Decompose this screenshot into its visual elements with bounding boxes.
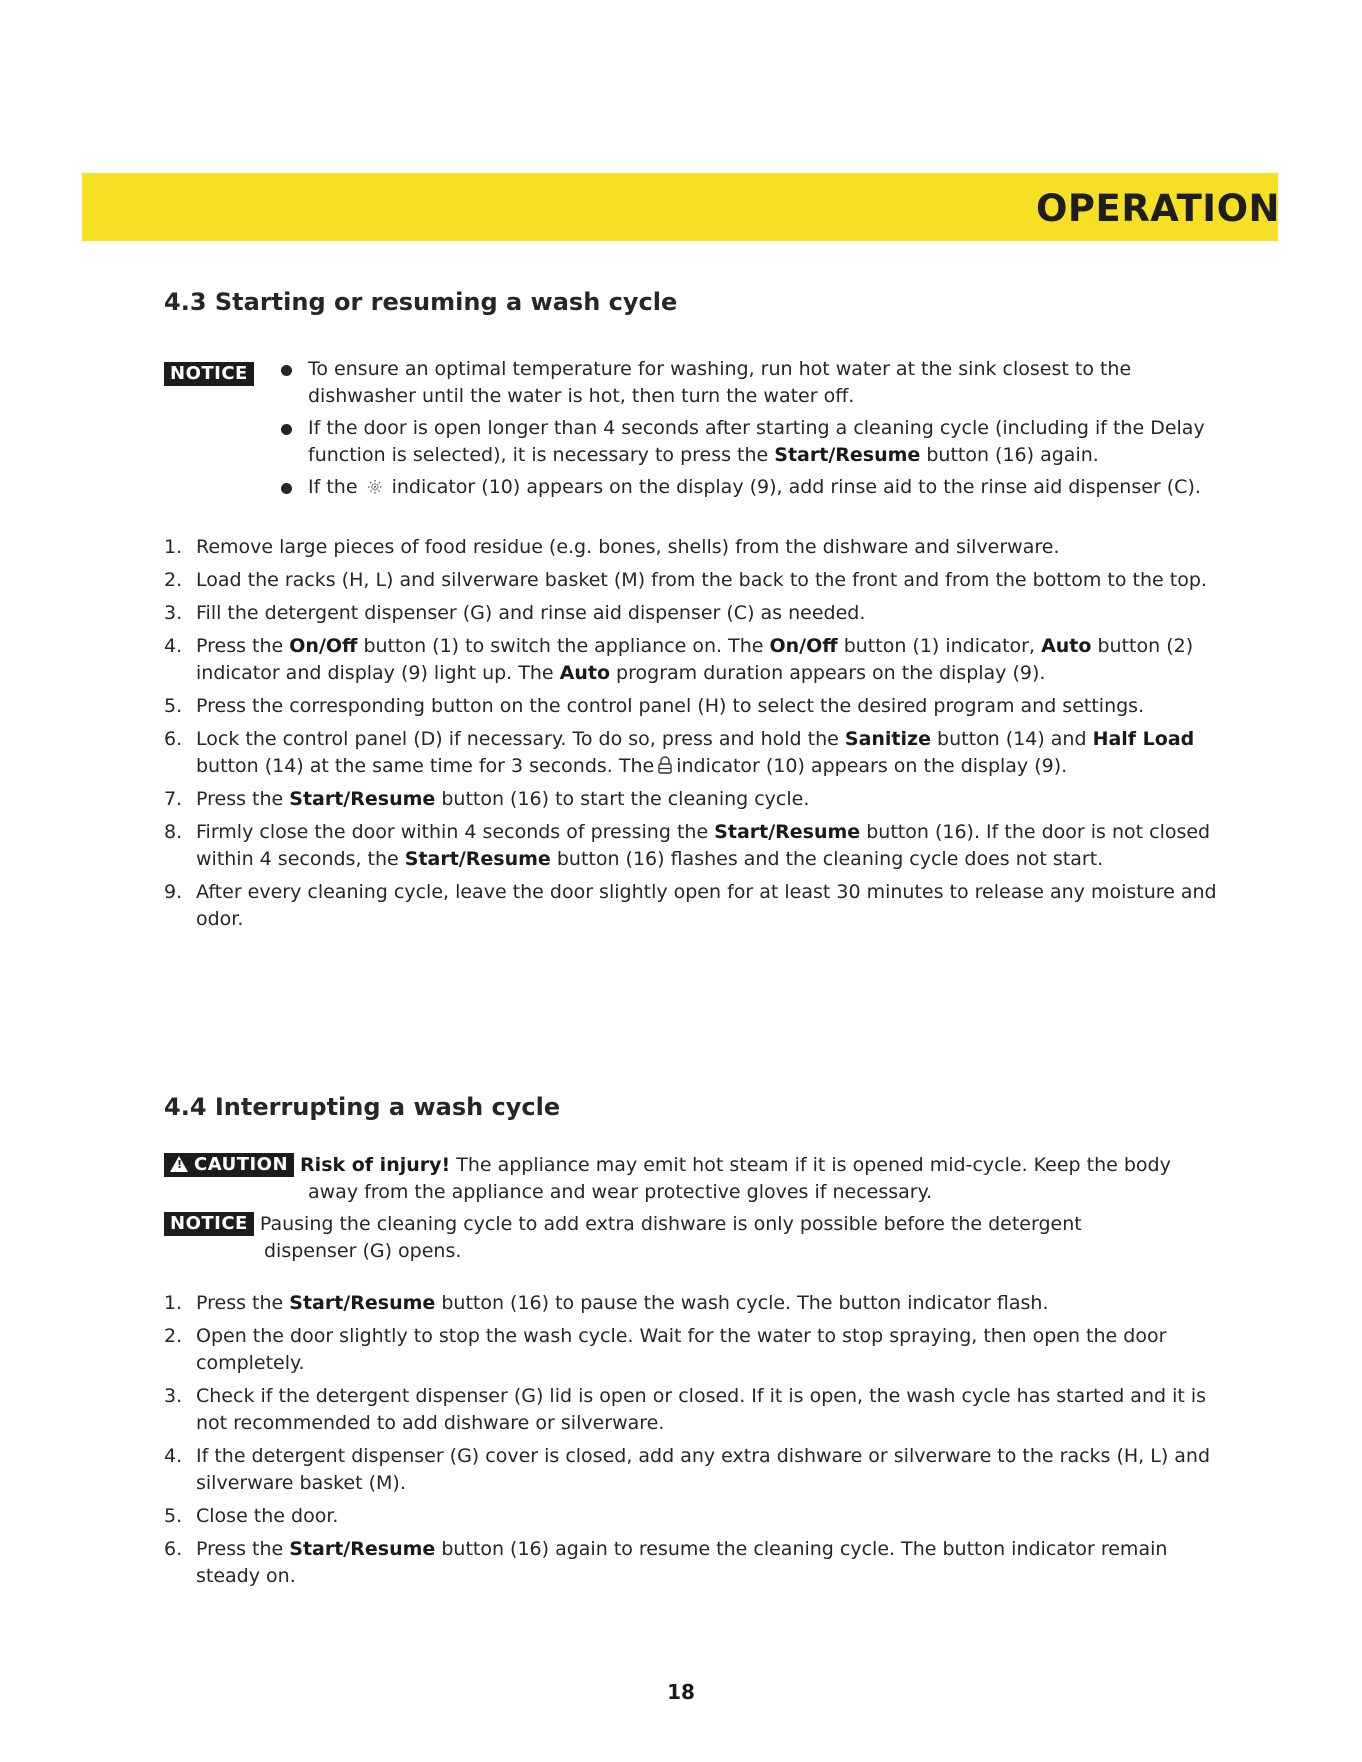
- list-item: 2. Open the door slightly to stop the wash cycle. Wait for the water to stop spraying, then open the door completely.: [164, 1325, 1167, 1374]
- notice-label: NOTICE: [164, 1212, 254, 1236]
- steps-list-4-4: [164, 1290, 1224, 1596]
- notice-text-continued: dispenser (G) opens.: [264, 1240, 462, 1262]
- list-item: 7. Press the Start/Resume button (16) to start the cleaning cycle.: [164, 788, 810, 810]
- notice-bullet-list: [278, 356, 1238, 506]
- list-item: 3. Fill the detergent dispenser (G) and rinse aid dispenser (C) as needed.: [164, 602, 866, 624]
- bullet-dot-icon: [281, 424, 292, 435]
- page-number: 18: [667, 1680, 695, 1704]
- notice-label: NOTICE: [164, 362, 254, 386]
- steps-list-4-3: [164, 534, 1224, 939]
- notice-bullet: If the door is open longer than 4 seconds after starting a cleaning cycle (including if the Delay function is selected), it is necessary to press the Start/Resume button (16) again.: [278, 415, 1238, 469]
- list-item: 5. Press the corresponding button on the control panel (H) to select the desired program and settings.: [164, 695, 1145, 717]
- caution-label: ! CAUTION: [164, 1153, 294, 1177]
- section-heading-4-4: 4.4 Interrupting a wash cycle: [164, 1093, 561, 1121]
- bullet-dot-icon: [281, 483, 292, 494]
- page-title: OPERATION: [1035, 187, 1280, 230]
- notice-bullet: To ensure an optimal temperature for washing, run hot water at the sink closest to the dishwasher until the water is hot, then turn the water off.: [278, 356, 1238, 410]
- notice-bullet: If the indicator (10) appears on the display (9), add rinse aid to the rinse aid dispenser (C).: [278, 474, 1238, 501]
- rinse-aid-indicator-icon: [367, 479, 383, 495]
- list-item: 9. After every cleaning cycle, leave the door slightly open for at least 30 minutes to release any moisture and odor.: [164, 881, 1217, 930]
- bullet-dot-icon: [281, 365, 292, 376]
- list-item: 3. Check if the detergent dispenser (G) lid is open or closed. If it is open, the wash cycle has started and it is not recommended to add dishware or silverware.: [164, 1385, 1207, 1434]
- caution-block: ! CAUTION Risk of injury! The appliance may emit hot steam if it is opened mid-cycle. Keep the body: [164, 1152, 1244, 1179]
- list-item: 1. Remove large pieces of food residue (e.g. bones, shells) from the dishware and silverware.: [164, 536, 1060, 558]
- lock-indicator-icon: [657, 756, 673, 774]
- list-item: 1. Press the Start/Resume button (16) to pause the wash cycle. The button indicator flash.: [164, 1292, 1049, 1314]
- caution-text-continued: away from the appliance and wear protective gloves if necessary.: [308, 1181, 933, 1203]
- list-item: 4. If the detergent dispenser (G) cover is closed, add any extra dishware or silverware to the racks (H, L) and silverware basket (M).: [164, 1445, 1211, 1494]
- list-item: 8. Firmly close the door within 4 seconds of pressing the Start/Resume button (16). If the door is not closed within 4 seconds, the Start/Resume button (16) flashes and the cleaning cycle does not start.: [164, 821, 1211, 870]
- list-item: 2. Load the racks (H, L) and silverware basket (M) from the back to the front and from the bottom to the top.: [164, 569, 1207, 591]
- list-item: 6. Press the Start/Resume button (16) again to resume the cleaning cycle. The button indicator remain steady on.: [164, 1538, 1168, 1587]
- list-item: 5. Close the door.: [164, 1505, 339, 1527]
- list-item: 6. Lock the control panel (D) if necessary. To do so, press and hold the Sanitize button (14) and Half Load button (14) at the same time for 3 seconds. The indicator (10) appears on the display (9).: [164, 728, 1195, 777]
- notice-block: NOTICE Pausing the cleaning cycle to add extra dishware is only possible before the detergent: [164, 1211, 1244, 1238]
- warning-triangle-icon: !: [170, 1156, 188, 1172]
- section-heading-4-3: 4.3 Starting or resuming a wash cycle: [164, 288, 678, 316]
- list-item: 4. Press the On/Off button (1) to switch the appliance on. The On/Off button (1) indicator, Auto button (2) indicator and display (9) light up. The Auto program duration appears on the display (9).: [164, 635, 1194, 684]
